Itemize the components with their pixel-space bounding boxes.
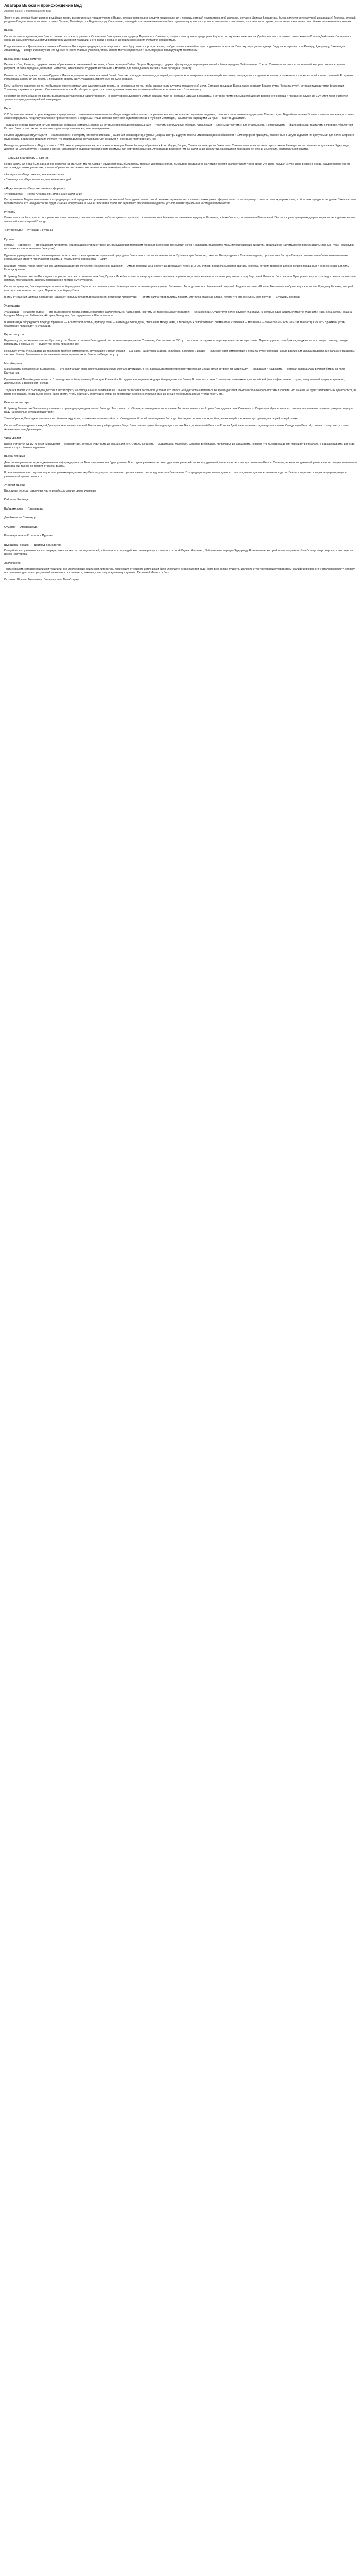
paragraph: В Упанишадах обсуждаются природа Брахмана — Абсолютной Истины, природа атмы — индивидуальной души, отношения между ними, а также путь к освобождению. Знаменитые изречения — махавакьи — такие как «Ты есть То» (тат твам аси) и «Я есть Брахман» (ахам брахмасми) происходят из Упанишад. [4, 320, 346, 328]
paragraph: Кульминацией Махабхараты является Бхагавад-гита — беседа между Господом Кришной и Его другом и преданным Арджуной перед началом битвы. В семистах стихах Бхагавад-гиты изложена суть ведийской философии: знание о душе, материальной природе, времени, деятельности и Верховном Господе. [4, 378, 345, 385]
document-body [4, 16, 357, 582]
paragraph: День полнолуния в месяц Ашадха (июнь-июль) празднуется как Вьюса-пурнима или Гуру-пурнима. В этот день ученики чтят своих духовных учителей, поскольку духовный учитель считается представителем Вьюсы. Сидение, на котором духовный учитель читает лекции, называется Вьюсасаной, так как он говорит от имени Вьюсы. [4, 461, 357, 468]
paragraph: Помимо этого, Вьюсадева составил Пураны и Итихасы, которые называются пятой Ведой. Эти тексты предназначались для людей, которые не могли изучать сложные ведийские гимны, но нуждались в духовном знании, изложенном в форме историй и повествований. Его ученик Ромахаршана получил эти тексты и передал их своему сыну Уграшраве, известному как Сута Госвами. [4, 74, 354, 81]
paragraph: Вьюса считается одним из семи чирандживи — бессмертных, которые будут жить до конца Кали-юги. Остальные шесть — Ашваттхама, Махабали, Хануман, Вибхишана, Крипачарья и Парашурама. Говорят, что Вьюсадева до сих пор живет в Гималаях, в Бадарикашраме, и иногда является достойным преданным. [4, 443, 355, 450]
section-heading: Заключение [4, 562, 21, 565]
paragraph: Первоначальная Веда была одна, и она состояла из ста тысяч мантр. Слова и звуки этой Веды были полны трансцендентной энергии. Вьюсадева разделил ее на четыре части и распространил через своих учеников. Каждый из учеников, в свою очередь, разделил полученную часть между своими учениками, и таким образом возникли многочисленные ветви (шакхи) ведийского знания. [4, 162, 351, 170]
paragraph: Веданта-сутра, также известная как Брахма-сутра, была составлена Вьюсадевой для систематизации учения Упанишад. Она состоит из 555 сутр — кратких афоризмов, — разделенных на четыре главы. Первая сутра «атхато брахма джиджнаса» — «теперь, поэтому, следует вопрошать о Брахмане» — задает тон всему произведению. [4, 339, 349, 346]
section-heading: Вьюса-пурнима [4, 455, 25, 459]
document-subtitle: Аватара Вьюси и происхождение Вед [4, 10, 51, 13]
paragraph: Исследователи Вед часто отмечают, что традиция устной передачи на протяжении тысячелетий была удивительно точной. Ученики заучивали тексты в нескольких разных формах — патха — например, слово за словом, парами слов, в обратном порядке и так далее. Такая система гарантировала, что ни один слог не будет изменен или утрачен. ЮНЕСКО признала традицию ведийского песнопения шедевром устного и нематериального наследия человечества. [4, 198, 356, 205]
section-heading: — Шримад Бхагаватам 1.4.19–25 [4, 157, 49, 160]
paragraph: Ригведа — древнейшая из Вед, состоит из 1028 гимнов, разделенных на десять книг — мандал. Гимны Ригведы обращены к Агни, Индре, Варуне, Соме и многим другим божествам. Самаведа в основном заимствует стихи из Ригведы, но располагает их для пения. Яджурведа делится на Шукла (белую) и Кришна (черную) Яджурведу и содержит прозаические формулы для жертвоприношений. Атхарваведа включает гимны, заклинания и молитвы, касающиеся повседневной жизни, исцеления, благополучия и защиты. [4, 144, 350, 151]
section-heading: Веды [4, 107, 12, 111]
section-heading: Суманту — Атхарваведа [4, 525, 38, 529]
section-heading: Ученики Вьюсы [4, 483, 25, 487]
section-heading: Махабхарата [4, 362, 22, 365]
section-heading: Вьюса как аватара [4, 401, 29, 404]
paragraph: Согласно традиции, Вьюсадева медитировал на берегу реки Сарасвати в своем ашраме Шамьяпраса и в состоянии транса увидел Верховного Господа вместе с Его внешней энергией. Тогда он составил Шримад Бхагаватам и обучил ему своего сына Шукадеву Госвами, который впоследствии поведал его царю Парикшиту на берегу Ганги. [4, 285, 353, 292]
section-heading: «Яджурведа» — «Веда жертвенных формул» [4, 187, 65, 191]
section-heading: Пайла — Ригведа [4, 498, 28, 502]
list-item: Источник: Шримад Бхагаватам, Вишну-пурана, Махабхарата [4, 578, 80, 581]
paragraph: Каждый из этих учеников, в свою очередь, имел множество последователей, и благодаря этому ведийское знание распространилось по всей Индии. Например, Вайшампаяна передал Яджурведу Яджнавалкье, который позже получил от бога Солнца новую версию, известную как Шукла Яджурведа. [4, 549, 354, 556]
section-heading: Джаймини — Самаведа [4, 516, 37, 520]
paragraph: Когда закончилась Двапара-юга и началась Кали-юга, Вьюсадева предвидел, что люди нового века будут иметь короткую жизнь, слабую память и малый интерес к духовным вопросам. Поэтому он разделил единую Веду на четыре части — Ригведу, Яджурведу, Самаведу и Атхарваведу — и поручил каждую из них одному из своих главных учеников, чтобы знание могло сохраниться и быть передано последующим поколениям. [4, 45, 346, 52]
section-heading: Ромахаршана — Итихасы и Пураны [4, 534, 53, 538]
section-heading: Чирандживи [4, 436, 21, 440]
paragraph: В этом отношении Шримад Бхагаватам называют «зрелым плодом древа желаний ведийской литературы» — нигама-калпа-тарор галитам пхалам. Этот плод стал еще слаще, потому что его коснулись уста попугая — Шукадевы Госвами. [4, 296, 301, 299]
section-heading: Упанишады [4, 304, 20, 308]
section-heading: Веданта-сутра [4, 333, 24, 336]
paragraph: Упанишады — «сидение рядом» — это философские тексты, которые являются заключительной частью Вед. Поэтому их также называют Ведантой — «концом Вед». Существует более двухсот Упанишад, из которых одиннадцать считаются главными: Иша, Кена, Катха, Прашна, Мундака, Мандукья, Тайттирия, Айтарея, Чхандогья, Брихадараньяка и Шветашватара. [4, 310, 353, 317]
paragraph: Пураны — «древние» — это обширная литература, содержащая истории о творении, разрушении и повторном творении вселенной, генеалогии богов и мудрецов, правлениях Ману, истории царских династий. Традиционно насчитывается восемнадцать главных Пуран (Махапуран) и столько же второстепенных (Упапуран). [4, 244, 356, 251]
section-heading: Вьюса-деви: Веды Золотое [4, 57, 41, 61]
section-heading: Шукадева Госвами — Шримад Бхагаватам [4, 543, 61, 547]
paragraph: Бхагавата-пурана, также известная как Шримад Бхагаватам, считается «безупречной Пураной» — Амала-пураной. Она состоит из двенадцати песен и 18 000 стихов. В ней описываются аватары Господа, история творения, деяния великих преданных и особенно жизнь и лилы Господа Кришны. [4, 264, 350, 272]
paragraph: Итихасы — «так было» — это исторические повествования, которые описывают события далекого прошлого. К ним относятся Рамаяна, составленная мудрецом Вальмики, и Махабхарата, составленная Вьюсадевой. Эти эпосы учат принципам дхармы через жизнь и деяния великих личностей и воплощений Господа. [4, 216, 357, 224]
paragraph: Традиция гласит, что Вьюсадева диктовал Махабхарату, а Господь Ганеша записывал ее. Ганеша согласился писать при условии, что Вьюса не будет останавливаться во время диктовки. Вьюса в свою очередь поставил условие, что Ганеша не будет записывать ни одного стиха, не поняв его смысла. Когда Вьюсе нужно было время, чтобы обдумать следующие стихи, он произносил особенно сложный стих, и Ганеше требовалось время, чтобы понять его. [4, 388, 357, 396]
section-heading: Итихасы [4, 210, 16, 214]
paragraph: Согласно этим преданиям, имя Вьюса означает «тот, кто разделяет». Основатель Вьюсадева, сын мудреца Парашары и Сатьявати, родился на острове посреди реки Ямуна и потому также известен как Двайпаяна, а из-за темного цвета кожи — Кришна Двайпаяна. Он является одной из самых почитаемых фигур в индийской духовной традиции, и его вклад в сохранение ведийского знания считается неоценимым. [4, 35, 351, 42]
page-title: Аватара Вьюси и происхождение Вед [4, 3, 82, 8]
paragraph: Есть Наиболее существенно то, что Вьюса не просто записал уже существующие тексты, но упорядочил их так, чтобы каждая часть служила определенной цели. Согласно традиции, Вьюса также составил Брахма-сутру (Веданта-сутру), которая подводит итог философии Упанишад в кратких афоризмах. Он считается автором Махабхараты, одного из самых длинных эпических произведений в мире, включающего Бхагавад-гиту. [4, 84, 345, 91]
section-heading: Вайшампаяна — Яджурведа [4, 507, 43, 511]
paragraph: Согласно Вишну-пуране, в каждой Двапара-юге появляется новый Вьюса, который разделяет Веды. В настоящем цикле было двадцать восемь Вьюс, и нынешний Вьюса — Кришна Двайпаяна — является двадцать восьмым. Следующим Вьюсой, согласно этому тексту, станет Ашваттхама, сын Дроначарьи. [4, 424, 350, 431]
section-heading: «Пятая Веда» — Итихасы и Пураны [4, 229, 53, 232]
list-item: «Атхарваведа» — «Веда Атхарванов», или знание заклинаний [4, 193, 82, 196]
paragraph: В Шримад Бхагаватам сам Вьюсадева говорит, что после составления всех Вед, Пуран и Махабхараты он все еще чувствовал неудовлетворенность, потому что не описал непосредственно славу Верховной Личности Бога. Нарада Муни указал ему на этот недостаток и посоветовал написать произведение, целиком посвященное преданному служению. [4, 275, 357, 282]
paragraph: Традиционно Веды включают четыре основных собрания (самхиты), каждое из которых сопровождается Брахманами — текстами о ритуальных обрядах, Араньяками — «лесными текстами» для отшельников, и Упанишадами — философскими трактатами о природе Абсолютной Истины. Вместе эти тексты составляют шрути — «услышанное», то есть откровение. [4, 123, 353, 130]
paragraph: Первая из Вед, Ригведа, содержит гимны, обращенные к различным божествам, и была передана Пайле. Вторая, Яджурведа, содержит формулы для жертвоприношений и была передана Вайшампаяне. Третья, Самаведа, состоит из песнопений, которые поются во время ритуалов, и была передана Джаймини. Четвертая, Атхарваведа, содержит заклинания и молитвы для повседневной жизни и была передана Суманту. [4, 63, 345, 71]
paragraph: Пураны подразделяются на три категории в соответствии с тремя гунами материальной природы — благостью, страстью и невежеством. Пураны в гуне благости, такие как Вишну-пурана и Бхагавата-пурана, прославляют Господа Вишну и считаются наиболее возвышенными. Пураны в гуне страсти прославляют Брахму, а Пураны в гуне невежества — Шиву. [4, 254, 349, 261]
paragraph: Этот ученик, которые будет идти на ведийские тексты вместе и концентрации учение о Ведах, которые непрерывно следует происхождения и порядку, который полагается в этой доктрине, согласно Шримад Бхагаватам. Вьюса является литературной инкарнацией Господа, который разделил Веду на четыре части и составил Пураны, Махабхарату и Веданта-сутру. Он полагает, что ведийское знание изначально было одним и передавалось устно из поколения в поколение, пока не пришло время, когда люди стали менее способными запоминать и понимать. [4, 16, 356, 24]
paragraph: Таким образом, Вьюсадева считается не обычным мудрецом, а шактьявеша-аватарой — особо наделенной силой воплощением Господа. Его задача состоит в том, чтобы сделать ведийское знание доступным для людей каждой эпохи. [4, 417, 299, 421]
paragraph: Помимо шрути существует смрити — «запомненное», к которому относятся Итихасы (Рамаяна и Махабхарата), Пураны, Дхарма-шастры и другие тексты. Эти произведения объясняют и иллюстрируют принципы, изложенные в шрути, и делают их доступными для более широкого круга людей. Ведийская традиция считает, что смрити должны согласовываться со шрути и никогда не противоречить им. [4, 133, 354, 141]
paragraph: В день явления своего духовного учителя ученики предлагают ему Вьюса-пуджу — поклонение, признающее его как представителя Вьюсадевы. Эта традиция подчеркивает идею, что все подлинное духовное знание исходит от Вьюсы и передается через непрерывную цепь ученической преемственности. [4, 471, 347, 478]
list-item: «Самаведа» — «Веда напевов», или знание мелодий [4, 178, 71, 181]
paragraph: Таким образом, согласно ведийской традиции, все многообразие ведийской литературы происходит от единого источника и было упорядочено Вьюсадевой ради блага всех живых существ. Изучение этих текстов под руководством квалифицированного учителя позволяет человеку постепенно подняться от ритуальной деятельности к знанию и, наконец, к чистому преданному служению Верховной Личности Бога. [4, 567, 355, 574]
list-item: «Ригведа» — «Веда гимнов», или знание хвалы [4, 173, 64, 176]
paragraph: Несмотря на столь обширную работу, Вьюсадева не чувствовал удовлетворения. По совету своего духовного учителя Нарады Муни он составил Шримад Бхагаватам, в котором прямо описываются деяния Верховного Господа и преданное служение Ему. Этот текст считается зрелым плодом древа ведийской литературы. [4, 94, 348, 102]
paragraph: Махабхарата, составленная Вьюсадевой, — это величайший эпос, насчитывающий около 100 000 двустиший. В ней рассказывается история противостояния между двумя ветвями династии Куру — Пандавами и Кауравами, — которая завершилась великой битвой на поле Курукшетра. [4, 368, 345, 375]
document [0, 0, 361, 588]
section-heading: Вьюса [4, 29, 13, 32]
list-item: Вьюсадева передал различные части ведийского знания своим ученикам: [4, 489, 97, 493]
paragraph: В Шримад Бхагаватам Вьюсадева упоминается среди двадцати двух аватар Господа. Там говорится: «Затем, в семнадцатом воплощении, Господь появился как Шрила Вьюсадева в лоне Сатьявати от Парашары Муни и, видя, что люди в целом менее разумны, разделил единую Веду на несколько ветвей и подветвей». [4, 407, 353, 414]
section-heading: Пураны [4, 238, 15, 241]
paragraph: Поскольку сутры очень кратки, их понимание требует комментария. Крупнейшие учителя-ачарьи — Шанкара, Рамануджа, Мадхва, Нимбарка, Валлабха и другие — написали свои комментарии к Веданта-сутре, положив начало различным школам Веданты. Бенгальские вайшнавы считают Шримад Бхагаватам естественным комментарием самого Вьюсы на Веданта-сутру. [4, 349, 355, 357]
paragraph: О.С Ведические знания и происхождение в традиции часто называются «вечными» — «Веды апаурушейа» — «несотворенные человеком» или «не созданные людьми», хотя они и записываются мудрецами. Считается, что Веды были явлены Брахме в начале творения, и от него знание передалось по цепи ученической преемственности к мудрецам. Риши, которые получали ведийские гимны в глубокой медитации, называются «видящими мантры» — мантра-драштами. [4, 113, 354, 120]
